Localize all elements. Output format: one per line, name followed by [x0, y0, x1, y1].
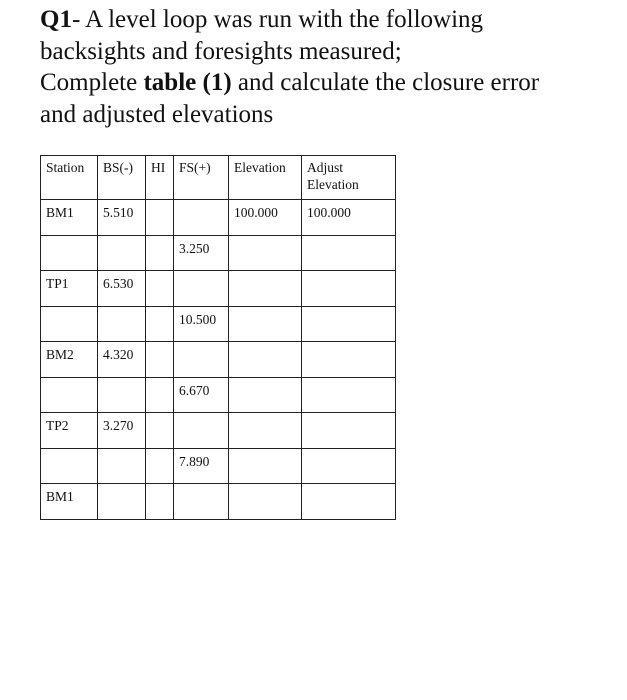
table-header-row — [41, 156, 396, 200]
table-row — [41, 306, 396, 342]
cell-foresight — [174, 200, 229, 236]
cell-station — [41, 306, 98, 342]
cell-adjusted-elevation — [302, 306, 396, 342]
cell-adjusted-elevation — [302, 235, 396, 271]
header-backsight: BS(-) — [98, 156, 146, 200]
cell-backsight: 3.270 — [98, 413, 146, 449]
table-row — [41, 271, 396, 307]
cell-foresight: 10.500 — [174, 306, 229, 342]
question-line-3-post: and calculate the closure error — [231, 69, 540, 96]
cell-foresight — [174, 484, 229, 520]
cell-hi — [146, 377, 174, 413]
cell-backsight: 4.320 — [98, 342, 146, 378]
cell-elevation — [229, 484, 302, 520]
header-adjusted-elevation: Adjust Elevation — [302, 156, 396, 200]
cell-hi — [146, 413, 174, 449]
header-elevation: Elevation — [229, 156, 302, 200]
cell-station: BM1 — [41, 484, 98, 520]
cell-elevation — [229, 342, 302, 378]
cell-adjusted-elevation — [302, 271, 396, 307]
cell-adjusted-elevation — [302, 377, 396, 413]
cell-foresight: 7.890 — [174, 448, 229, 484]
question-line-1-text: - A level loop was run with the following — [71, 6, 484, 33]
cell-elevation — [229, 235, 302, 271]
cell-elevation — [229, 271, 302, 307]
cell-adjusted-elevation — [302, 342, 396, 378]
cell-backsight — [98, 235, 146, 271]
cell-station: BM1 — [41, 200, 98, 236]
cell-adjusted-elevation — [302, 448, 396, 484]
cell-station — [41, 448, 98, 484]
table-row — [41, 235, 396, 271]
cell-foresight: 6.670 — [174, 377, 229, 413]
cell-backsight — [98, 377, 146, 413]
table-reference: table (1) — [143, 69, 232, 96]
cell-hi — [146, 342, 174, 378]
cell-station — [41, 235, 98, 271]
cell-foresight — [174, 342, 229, 378]
cell-hi — [146, 484, 174, 520]
question-line-2: backsights and foresights measured; — [40, 37, 402, 65]
cell-elevation — [229, 306, 302, 342]
cell-foresight — [174, 413, 229, 449]
leveling-table — [40, 155, 396, 520]
question-line-3 — [40, 67, 620, 99]
question-number: Q1 — [40, 6, 72, 33]
cell-adjusted-elevation — [302, 413, 396, 449]
question-line-3-pre: Complete — [40, 69, 144, 96]
cell-backsight: 6.530 — [98, 271, 146, 307]
table-row — [41, 200, 396, 236]
cell-elevation — [229, 448, 302, 484]
table-row — [41, 342, 396, 378]
header-height-of-instrument: HI — [146, 156, 174, 200]
cell-elevation — [229, 377, 302, 413]
cell-hi — [146, 235, 174, 271]
question-line-1 — [40, 4, 620, 36]
cell-adjusted-elevation: 100.000 — [302, 200, 396, 236]
cell-adjusted-elevation — [302, 484, 396, 520]
cell-elevation: 100.000 — [229, 200, 302, 236]
cell-station: TP1 — [41, 271, 98, 307]
cell-hi — [146, 448, 174, 484]
cell-elevation — [229, 413, 302, 449]
cell-hi — [146, 200, 174, 236]
cell-hi — [146, 271, 174, 307]
header-station: Station — [41, 156, 98, 200]
table-row — [41, 377, 396, 413]
cell-foresight: 3.250 — [174, 235, 229, 271]
question-text — [40, 4, 620, 130]
cell-foresight — [174, 271, 229, 307]
cell-backsight — [98, 484, 146, 520]
table-row — [41, 484, 396, 520]
table-row — [41, 448, 396, 484]
question-line-4: and adjusted elevations — [40, 100, 274, 128]
cell-station: TP2 — [41, 413, 98, 449]
cell-backsight — [98, 306, 146, 342]
header-foresight: FS(+) — [174, 156, 229, 200]
table-row — [41, 413, 396, 449]
cell-station: BM2 — [41, 342, 98, 378]
cell-station — [41, 377, 98, 413]
cell-backsight — [98, 448, 146, 484]
cell-backsight: 5.510 — [98, 200, 146, 236]
cell-hi — [146, 306, 174, 342]
